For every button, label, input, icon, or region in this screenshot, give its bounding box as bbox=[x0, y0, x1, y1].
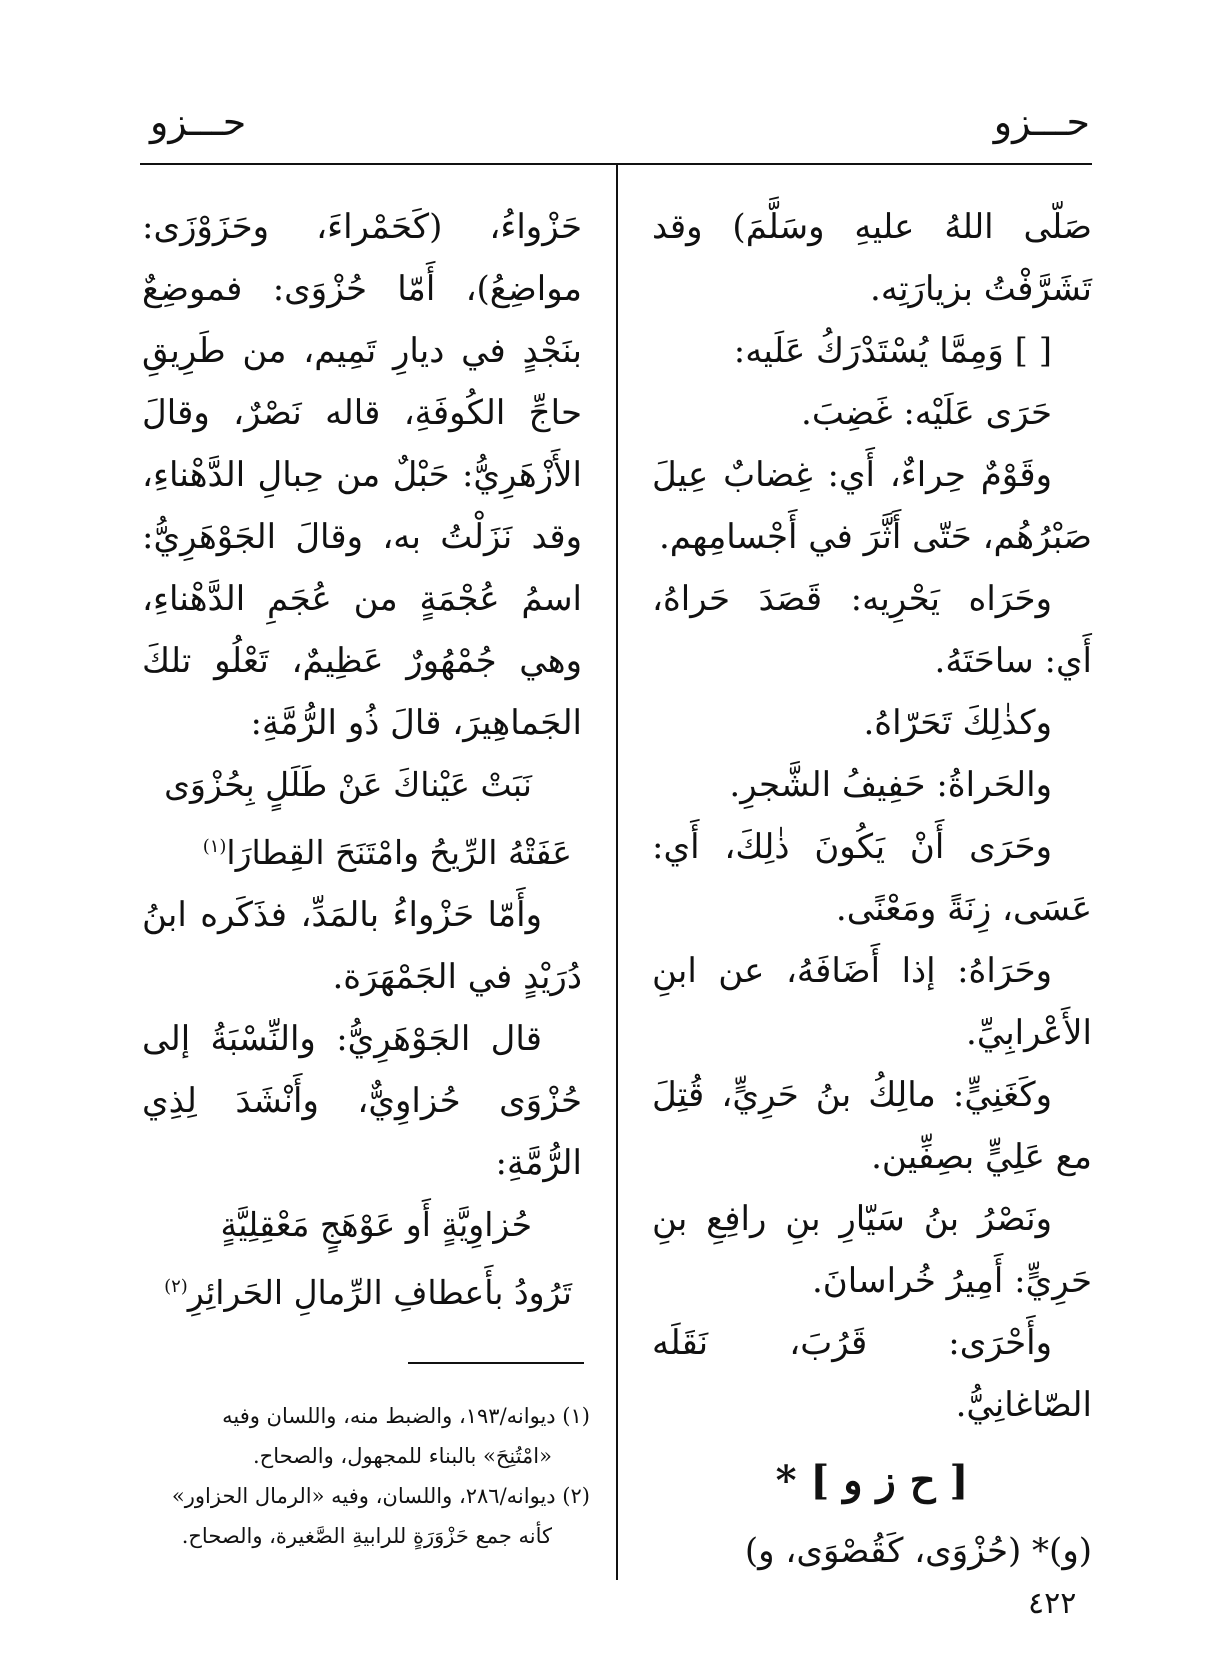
right-line: وكذٰلِكَ تَحَرّاهُ. bbox=[863, 703, 1052, 743]
right-line: حَرَى عَلَيْه: غَضِبَ. bbox=[801, 393, 1052, 433]
entry-heading: [ ح ز و ] * bbox=[775, 1457, 969, 1504]
verse-2-hemistich-a: حُزاوِيَّةٍ أَو عَوْهَجٍ مَعْقِلِيَّةٍ bbox=[220, 1205, 532, 1244]
running-head-left: حـــزو bbox=[150, 100, 247, 144]
footnote-2: (٢) ديوانه/٢٨٦، واللسان، وفيه «الرمال الحزاور» bbox=[171, 1484, 590, 1508]
left-paragraph: وأَمّا حَزْواءُ بالمَدِّ، فذَكَره ابنُ دُرَيْدٍ في الجَمْهَرَة. bbox=[142, 895, 582, 997]
column-divider bbox=[616, 165, 618, 1580]
right-line: صَلّى اللهُ عليهِ وسَلَّمَ) وقد تَشَرَّفْتُ بزيارَتِه. bbox=[652, 207, 1092, 309]
left-paragraph: قال الجَوْهَرِيُّ: والنِّسْبَةُ إلى حُزْوَى حُزاوِيٌّ، وأَنْشَدَ لِذِي الرُّمَّةِ: bbox=[142, 1019, 582, 1183]
footnote-1-cont: «امْتُنِحَ» بالبناء للمجهول، والصحاح. bbox=[252, 1444, 552, 1468]
left-paragraph: حَزْواءُ، (كَحَمْراءَ، وحَزَوْزَى: مواضِعُ)، أَمّا حُزْوَى: فموضِعٌ بنَجْدٍ في ديارِ تَمِيم، من طَرِيقِ حاجِّ الكُوفَةِ، قاله نَصْرٌ، وقالَ الأَزْهَرِيُّ: حَبْلٌ من حِبالِ الدَّهْناءِ، وقد نَزَلْتُ به، وقالَ الجَوْهَرِيُّ: اسمُ عُجْمَةٍ من عُجَمِ الدَّهْناءِ، وهي جُمْهُورٌ عَظِيمٌ، تَعْلُو تلكَ الجَماهِيرَ، قالَ ذُو الرُّمَّةِ: bbox=[142, 207, 582, 743]
right-line: [ ] وَمِمَّا يُسْتَدْرَكُ عَلَيه: bbox=[733, 331, 1052, 371]
right-column bbox=[652, 196, 1092, 1582]
right-line: وقَوْمٌ حِراءٌ، أَي: غِضابٌ عِيلَ صَبْرُهُم، حَتّى أَثَّرَ في أَجْسامِهم. bbox=[652, 455, 1092, 557]
right-line: وحَرَاه يَحْرِيه: قَصَدَ حَراهُ، أَي: ساحَتَهُ. bbox=[652, 579, 1092, 681]
left-column bbox=[142, 196, 582, 1324]
verse-2 bbox=[142, 1194, 582, 1324]
verse-1-hemistich-b bbox=[142, 816, 582, 884]
footnote-marker-2: (٢) bbox=[164, 1276, 188, 1297]
right-line: ونَصْرُ بنُ سَيّارِ بنِ رافِعِ بنِ حَرِيٍّ: أَمِيرُ خُراسانَ. bbox=[652, 1199, 1092, 1301]
verse-1-hemistich-a: نَبَتْ عَيْناكَ عَنْ طَلَلٍ بِحُزْوَى bbox=[164, 765, 532, 804]
footnote-rule bbox=[408, 1362, 584, 1364]
running-head-right: حـــزو bbox=[993, 100, 1090, 144]
verse-1-hemistich-b-text: عَفَتْهُ الرِّيحُ وامْتَنَحَ القِطارَا bbox=[226, 833, 572, 872]
footnote-1: (١) ديوانه/١٩٣، والضبط منه، واللسان وفيه bbox=[222, 1404, 590, 1428]
right-line: وحَرَى أَنْ يَكُونَ ذٰلِكَ، أَي: عَسَى، زِنَةً ومَعْنًى. bbox=[652, 827, 1092, 929]
entry-first-line: (و)* (حُزْوَى، كَقُصْوَى، و) bbox=[744, 1531, 1092, 1571]
verse-1 bbox=[142, 754, 582, 884]
right-line: والحَراةُ: حَفِيفُ الشَّجرِ. bbox=[729, 765, 1052, 805]
right-line: وحَرَاهُ: إذا أَضَافَهُ، عن ابنِ الأَعْرابِيِّ. bbox=[652, 951, 1092, 1053]
verse-2-hemistich-b bbox=[142, 1256, 582, 1324]
footnotes bbox=[150, 1396, 590, 1556]
footnote-marker-1: (١) bbox=[202, 836, 227, 857]
page-number: ٤٢٢ bbox=[1028, 1586, 1077, 1621]
right-line: وأَحْرَى: قَرُبَ، نَقَلَه الصّاغانِيُّ. bbox=[652, 1323, 1092, 1425]
verse-2-hemistich-b-text: تَرُودُ بأَعطافِ الرِّمالِ الحَرائِرِ bbox=[187, 1273, 572, 1312]
footnote-2-cont: كأنه جمع حَزْوَرَةٍ للرابيةِ الصَّغيرة، والصحاح. bbox=[181, 1524, 552, 1548]
right-line: وكَغَنِيٍّ: مالِكُ بنُ حَرِيٍّ، قُتِلَ مع عَلِيٍّ بصِفِّين. bbox=[652, 1075, 1092, 1177]
